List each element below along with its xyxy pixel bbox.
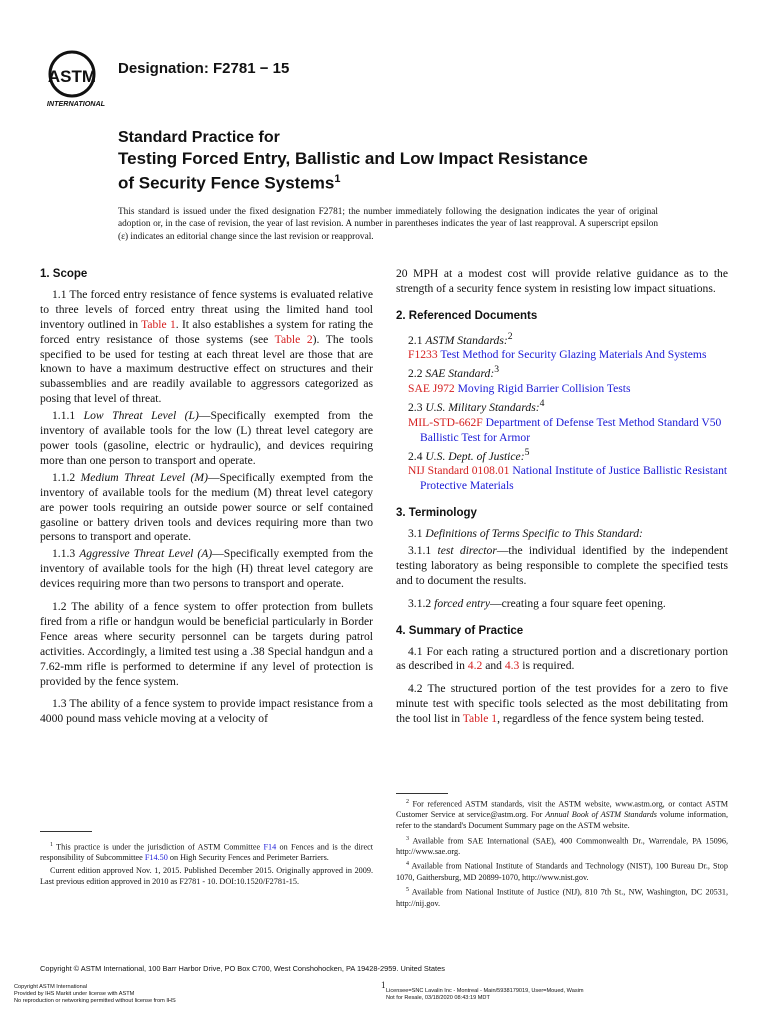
ref-sae-j972-code[interactable]: SAE J972 xyxy=(408,382,455,396)
license-right: Licensee=SNC Lavalin Inc - Montreal - Main/5938179019, User=Moued, Wasim Not for Resale, 03/18/2020 08:43:19 MDT xyxy=(386,988,584,1001)
section-refdocs-heading: 2. Referenced Documents xyxy=(396,309,538,322)
footnote-rule-right xyxy=(396,793,448,794)
subsection-2-1: 2.1 ASTM Standards:$^2$ xyxy=(408,330,513,347)
left-column xyxy=(40,267,373,727)
title-line-2: Testing Forced Entry, Ballistic and Low Impact Resistance xyxy=(118,149,588,168)
copyright-line: Copyright © ASTM International, 100 Barr Harbor Drive, PO Box C700, West Conshohocken, PA 19428-2959. United States xyxy=(40,964,445,973)
para-4-1: 4.1 For each rating a structured portion and a discretionary portion as described in 4.2 and 4.3 is required. xyxy=(396,644,728,673)
astm-logo xyxy=(42,48,112,108)
license-left: Copyright ASTM International Provided by IHS Markit under license with ASTM No reproduction or networking permitted without license from IHS xyxy=(14,984,176,1004)
para-1-1: 1.1 The forced entry resistance of fence systems is evaluated relative to three levels of forced entry threat using the limited hand tool inventory outlined in Table 1. It also establishes a system for rating the forced entry resistance of those systems (see Table 2). The tools specified to be used for testing at each threat level are those that are known to have a maximum destructive effect on structures and their subassemblies and are readily available to aggressors categorized as posing that level of threat. xyxy=(40,287,373,406)
para-3-1-2: 3.1.2 forced entry—creating a four square feet opening. xyxy=(408,596,666,610)
ref-mil-std-662f-code[interactable]: MIL-STD-662F xyxy=(408,415,483,429)
footnote-rule-left xyxy=(40,831,92,832)
table-1-link[interactable]: Table 1 xyxy=(141,317,176,331)
ref-f1233-code[interactable]: F1233 xyxy=(408,348,438,362)
footnote-1: $^1$ This practice is under the jurisdiction of ASTM Committee F14 on Fences and is the direct responsibility of Subcommittee F14.50 on High Security Fences and Perimeter Barriers. Current edition approved Nov. 1, 2015. Published December 2015. Originally approved in 2009. Last previous edition approved in 2010 as F2781 - 10. DOI:10.1520/F2781-15. xyxy=(40,842,373,886)
footnote-3: $^3$ Available from SAE International (SAE), 400 Commonwealth Dr., Warrendale, PA 15096, http://www.sae.org. xyxy=(396,835,728,856)
section-4-2-link[interactable]: 4.2 xyxy=(467,659,483,673)
para-3-1-1: 3.1.1 test director—the individual identified by the independent testing laboratory as being responsible to complete the specified tests and to document the results. xyxy=(396,544,728,587)
ref-f1233 xyxy=(408,348,728,363)
committee-f14-link[interactable]: F14 xyxy=(263,842,277,852)
title-line-1: Standard Practice for xyxy=(118,129,280,146)
para-1-1-1: 1.1.1 Low Threat Level (L)—Specifically exempted from the inventory of available tools for the low (L) threat level category are power tools (gasoline, electric or hydraulic), and devices requiring more than one person to transport and operate. xyxy=(40,409,373,467)
section-scope-heading: 1. Scope xyxy=(40,268,88,280)
footnote-2: $^2$ For referenced ASTM standards, visit the ASTM website, www.astm.org, or contact ASTM Customer Service at service@astm.org. For Annual Book of ASTM Standards volume information, refer to the standard's Document Summary page on the ASTM website. xyxy=(396,799,729,830)
para-3-1: 3.1 Definitions of Terms Specific to This Standard: xyxy=(408,527,643,541)
para-1-3: 1.3 The ability of a fence system to provide impact resistance from a 4000 pound mass vehicle moving at a velocity of xyxy=(40,697,373,726)
document-title xyxy=(118,128,678,194)
svg-text:ASTM: ASTM xyxy=(47,67,97,86)
designation: Designation: F2781 − 15 xyxy=(118,60,290,77)
ref-sae-j972 xyxy=(408,382,728,397)
table-1-link-2[interactable]: Table 1 xyxy=(462,712,498,726)
ref-nij-0108 xyxy=(408,464,728,494)
subsection-2-2: 2.2 SAE Standard:$^3$ xyxy=(408,364,500,381)
section-summary-heading: 4. Summary of Practice xyxy=(396,624,524,637)
ref-f1233-title[interactable]: Test Method for Security Glazing Materials And Systems xyxy=(437,348,707,362)
section-terminology-heading: 3. Terminology xyxy=(396,507,477,520)
subsection-2-3: 2.3 U.S. Military Standards:$^4$ xyxy=(408,398,545,414)
para-1-2: 1.2 The ability of a fence system to offer protection from bullets fired from a rifle or handgun would be beneficial particularly in Border Fence areas where security personnel can be targets during patrol activities. Accordingly, a limited test using a .38 Special handgun and a 7.62-mm rifle is performed to determine if any level of protection is provided by the fence system. xyxy=(40,600,373,688)
para-1-1-3: 1.1.3 Aggressive Threat Level (A)—Specifically exempted from the inventory of available tools for the high (H) threat level category are devices requiring more than two persons to transport and operate. xyxy=(40,547,373,591)
para-1-3-continued: 20 MPH at a modest cost will provide relative guidance as to the strength of a security fence system in resisting low impact situations. xyxy=(396,267,728,295)
ref-sae-j972-title[interactable]: Moving Rigid Barrier Collision Tests xyxy=(454,382,631,396)
ref-mil-std-662f-title[interactable]: Department of Defense Test Method Standard V50 Ballistic Test for Armor xyxy=(420,415,722,444)
section-4-3-link[interactable]: 4.3 xyxy=(504,659,520,673)
para-1-1-2: 1.1.2 Medium Threat Level (M)—Specifically exempted from the inventory of available tools for the medium (M) threat level category are power tools requiring an outside power source or self contained gasoline or battery driven tools and devices requiring more than two persons to transport and operate. xyxy=(40,470,373,544)
title-line-3: of Security Fence Systems$^1$ xyxy=(118,173,341,193)
footnote-4: $^4$ Available from National Institute of Standards and Technology (NIST), 100 Bureau Dr., Stop 1070, Gaithersburg, MD 20899-1070, http://www.nist.gov. xyxy=(396,861,728,882)
ref-nij-0108-title[interactable]: National Institute of Justice Ballistic Resistant Protective Materials xyxy=(420,464,728,493)
svg-text:INTERNATIONAL: INTERNATIONAL xyxy=(46,99,106,108)
footnotes-right xyxy=(396,797,728,909)
issued-note: This standard is issued under the fixed designation F2781; the number immediately following the designation indicates the year of original adoption or, in the case of revision, the year of last revision. A number in parentheses indicates the year of last reapproval. A superscript epsilon (ε) indicates an editorial change since the last revision or reapproval. xyxy=(118,207,658,242)
page-number: 1 xyxy=(381,980,386,990)
right-column xyxy=(396,267,728,727)
ref-nij-0108-code[interactable]: NIJ Standard 0108.01 xyxy=(408,464,510,478)
title-footnote-ref[interactable]: 1 xyxy=(334,173,341,185)
table-2-link[interactable]: Table 2 xyxy=(274,332,313,346)
ref-mil-std-662f xyxy=(408,416,728,446)
footnote-5: $^5$ Available from National Institute of Justice (NIJ), 810 7th St., NW, Washington, DC 20531, http://nij.gov. xyxy=(396,887,728,908)
subcommittee-f1450-link[interactable]: F14.50 xyxy=(144,853,168,863)
para-4-2: 4.2 The structured portion of the test provides for a zero to five minute test with specific tools selected as the most debilitating from the tool list in Table 1, regardless of the fence system being tested. xyxy=(396,682,728,726)
subsection-2-4: 2.4 U.S. Dept. of Justice:$^5$ xyxy=(408,446,530,463)
